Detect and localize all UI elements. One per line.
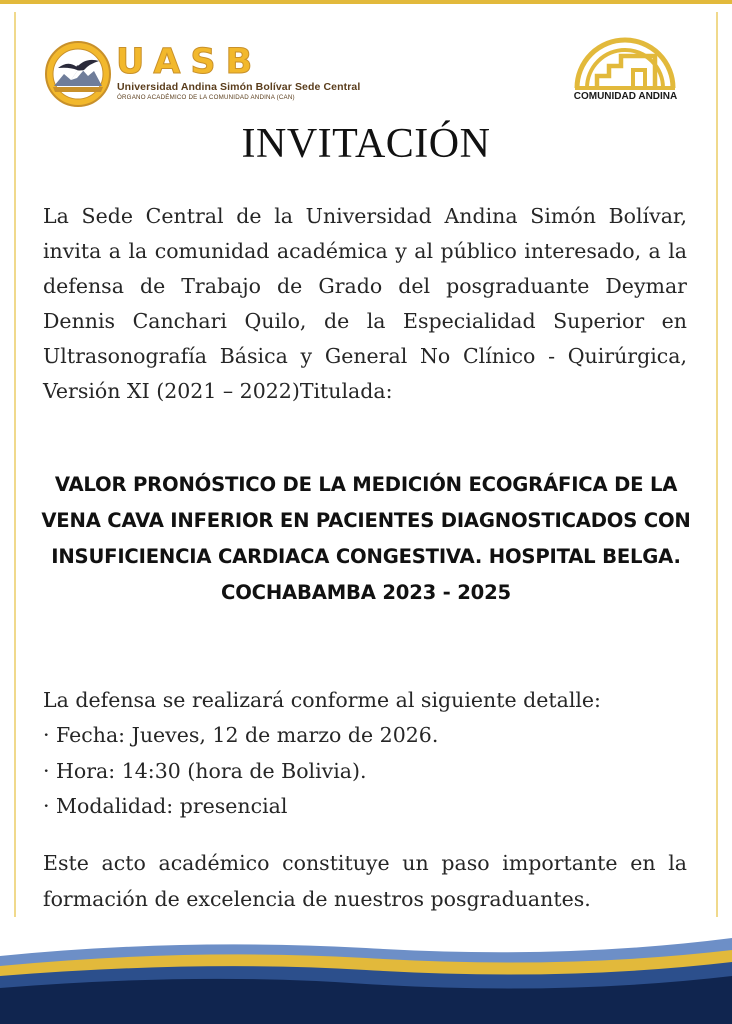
detail-time: · Hora: 14:30 (hora de Bolivia).	[43, 758, 367, 783]
condor-emblem-icon	[44, 40, 112, 108]
andean-steps-icon	[571, 28, 679, 90]
decorative-waves	[0, 900, 732, 1024]
comunidad-andina-label: COMUNIDAD ANDINA	[573, 91, 678, 102]
intro-paragraph: La Sede Central de la Universidad Andina Simón Bolívar, invita a la comunidad académica y al público interesado, a la defensa de Trabajo de Grado del posgraduante Deymar Dennis Canchari Quilo, de la Especialidad Superior en Ultrasonografía Básica y General No Clínico - Quirúrgica, Versión XI (2021 – 2022)Titulada:	[43, 204, 687, 404]
uasb-full-name: Universidad Andina Simón Bolívar Sede Central	[117, 81, 361, 93]
thesis-title: VALOR PRONÓSTICO DE LA MEDICIÓN ECOGRÁFICA DE LA VENA CAVA INFERIOR EN PACIENTES DIAGNOSTICADOS CON INSUFICIENCIA CARDIACA CONGESTIVA. HOSPITAL BELGA. COCHABAMBA 2023 - 2025	[41, 473, 691, 604]
uasb-organ-label: ÓRGANO ACADÉMICO DE LA COMUNIDAD ANDINA (CAN)	[117, 94, 295, 101]
details-intro: La defensa se realizará conforme al siguiente detalle:	[43, 688, 601, 712]
uasb-wordmark: UASB	[116, 42, 263, 82]
detail-modality: · Modalidad: presencial	[43, 793, 288, 818]
page-title: INVITACIÓN	[241, 121, 491, 167]
defense-details	[43, 683, 703, 824]
detail-date: · Fecha: Jueves, 12 de marzo de 2026.	[43, 723, 439, 748]
gold-frame-top	[0, 0, 732, 4]
comunidad-andina-logo	[568, 28, 683, 110]
uasb-logo	[44, 40, 364, 110]
closing-paragraph: Este acto académico constituye un paso importante en la formación de excelencia de nuestros posgraduantes.	[43, 851, 687, 911]
